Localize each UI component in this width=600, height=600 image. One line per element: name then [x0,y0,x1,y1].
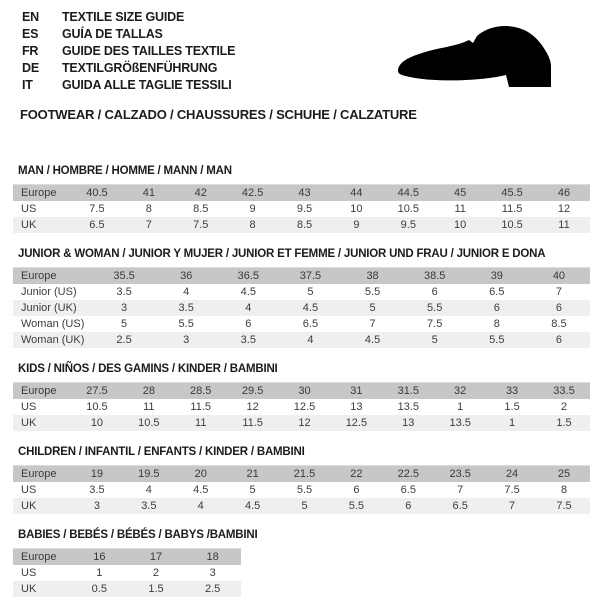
size-cell: 3.5 [217,332,279,348]
size-cell: 6 [217,316,279,332]
size-cell: 11.5 [227,415,279,431]
size-cell: 6 [528,300,590,316]
size-cell: 10.5 [123,415,175,431]
size-cell: 4 [175,498,227,514]
size-cell: 19 [71,466,123,483]
size-cell: 5.5 [330,498,382,514]
size-cell: 33 [486,383,538,400]
size-cell: 9 [330,217,382,233]
language-code: DE [22,61,39,75]
row-label: UK [13,217,71,233]
table-row [13,300,590,316]
row-label: Europe [13,185,71,202]
size-cell: 13 [330,399,382,415]
row-label: US [13,482,71,498]
size-cell: 4.5 [217,284,279,300]
size-cell: 10 [330,201,382,217]
size-cell: 10.5 [486,217,538,233]
size-cell: 7.5 [175,217,227,233]
size-cell: 12 [279,415,331,431]
size-cell: 9.5 [279,201,331,217]
size-cell: 13 [382,415,434,431]
size-cell: 5.5 [279,482,331,498]
row-label: Europe [13,549,71,566]
size-cell: 45 [434,185,486,202]
size-cell: 27.5 [71,383,123,400]
dress-shoe-icon [393,25,573,97]
table-title-children: CHILDREN / INFANTIL / ENFANTS / KINDER / BAMBINI [18,446,305,458]
table-row [13,549,241,566]
size-cell: 39 [466,268,528,285]
category-title: FOOTWEAR / CALZADO / CHAUSSURES / SCHUHE / CALZATURE [20,107,417,122]
size-cell: 2.5 [93,332,155,348]
size-cell: 7 [342,316,404,332]
size-cell: 33.5 [538,383,590,400]
size-cell: 37.5 [279,268,341,285]
language-row-de [22,60,235,77]
size-cell: 6 [528,332,590,348]
table-row [13,268,590,285]
size-cell: 1 [434,399,486,415]
size-cell: 9.5 [382,217,434,233]
size-cell: 4 [279,332,341,348]
size-cell: 6 [466,300,528,316]
size-cell: 8 [538,482,590,498]
size-cell: 41 [123,185,175,202]
size-cell: 12.5 [279,399,331,415]
size-cell: 46 [538,185,590,202]
size-cell: 8.5 [279,217,331,233]
row-label: UK [13,498,71,514]
size-cell: 13.5 [382,399,434,415]
size-cell: 3 [184,565,241,581]
size-cell: 7.5 [71,201,123,217]
size-cell: 4.5 [175,482,227,498]
size-cell: 4 [155,284,217,300]
language-row-es [22,26,235,43]
size-cell: 6.5 [279,316,341,332]
size-cell: 6 [382,498,434,514]
size-cell: 3 [71,498,123,514]
language-code: IT [22,78,33,92]
language-code: EN [22,10,39,24]
size-cell: 32 [434,383,486,400]
row-label: US [13,399,71,415]
size-cell: 23.5 [434,466,486,483]
size-cell: 6.5 [434,498,486,514]
size-cell: 3.5 [123,498,175,514]
size-cell: 5 [279,498,331,514]
table-row [13,185,590,202]
size-cell: 36 [155,268,217,285]
size-cell: 5 [279,284,341,300]
size-cell: 11 [175,415,227,431]
size-cell: 24 [486,466,538,483]
size-cell: 42 [175,185,227,202]
language-row-en [22,9,235,26]
size-cell: 44 [330,185,382,202]
table-row [13,201,590,217]
row-label: Europe [13,383,71,400]
table-title-man: MAN / HOMBRE / HOMME / MANN / MAN [18,165,232,177]
row-label: US [13,201,71,217]
table-row [13,383,590,400]
language-label: TEXTILE SIZE GUIDE [62,10,185,24]
table-row [13,284,590,300]
table-row [13,466,590,483]
language-row-it [22,77,235,94]
row-label: UK [13,581,71,597]
size-cell: 2 [538,399,590,415]
table-row [13,415,590,431]
size-table-kids [13,382,590,431]
size-cell: 12 [227,399,279,415]
size-cell: 11 [434,201,486,217]
size-cell: 22 [330,466,382,483]
row-label: UK [13,415,71,431]
table-row [13,581,241,597]
table-title-babies: BABIES / BEBÉS / BÉBÉS / BABYS /BAMBINI [18,529,258,541]
size-cell: 3 [155,332,217,348]
size-cell: 35.5 [93,268,155,285]
size-table-group-children [13,446,590,514]
size-table-group-kids [13,363,590,431]
size-cell: 40.5 [71,185,123,202]
size-cell: 31 [330,383,382,400]
size-cell: 10 [434,217,486,233]
language-label: GUIDA ALLE TAGLIE TESSILI [62,78,232,92]
size-cell: 6.5 [466,284,528,300]
size-table-group-man [13,165,590,233]
size-cell: 4 [217,300,279,316]
size-cell: 5 [342,300,404,316]
row-label: Europe [13,268,93,285]
size-cell: 7.5 [538,498,590,514]
table-row [13,316,590,332]
size-table-group-babies [13,529,590,597]
size-cell: 1 [486,415,538,431]
size-cell: 5 [93,316,155,332]
row-label: Junior (US) [13,284,93,300]
size-cell: 10.5 [382,201,434,217]
table-row [13,332,590,348]
size-cell: 2.5 [184,581,241,597]
row-label: Europe [13,466,71,483]
size-cell: 1.5 [128,581,185,597]
size-cell: 4.5 [279,300,341,316]
size-cell: 5.5 [155,316,217,332]
size-table-group-junior [13,248,590,348]
size-cell: 6 [330,482,382,498]
size-cell: 5 [404,332,466,348]
size-cell: 11 [538,217,590,233]
size-cell: 8.5 [528,316,590,332]
size-cell: 21 [227,466,279,483]
size-cell: 30 [279,383,331,400]
size-cell: 3.5 [155,300,217,316]
size-cell: 21.5 [279,466,331,483]
language-header [22,9,235,94]
size-cell: 7 [434,482,486,498]
size-cell: 4 [123,482,175,498]
table-row [13,498,590,514]
size-cell: 7.5 [404,316,466,332]
size-table-babies [13,548,241,597]
size-cell: 8 [123,201,175,217]
size-cell: 25 [538,466,590,483]
size-cell: 8 [227,217,279,233]
size-cell: 38 [342,268,404,285]
row-label: US [13,565,71,581]
size-cell: 45.5 [486,185,538,202]
row-label: Woman (US) [13,316,93,332]
size-cell: 11.5 [175,399,227,415]
table-row [13,482,590,498]
size-cell: 5.5 [342,284,404,300]
size-cell: 0.5 [71,581,128,597]
size-cell: 42.5 [227,185,279,202]
language-label: GUIDE DES TAILLES TEXTILE [62,44,236,58]
table-row [13,217,590,233]
size-cell: 36.5 [217,268,279,285]
table-row [13,565,241,581]
size-cell: 5.5 [466,332,528,348]
size-cell: 28 [123,383,175,400]
size-cell: 1.5 [486,399,538,415]
row-label: Junior (UK) [13,300,93,316]
table-title-kids: KIDS / NIÑOS / DES GAMINS / KINDER / BAMBINI [18,363,278,375]
size-table-man [13,184,590,233]
size-cell: 19.5 [123,466,175,483]
size-cell: 20 [175,466,227,483]
size-cell: 10.5 [71,399,123,415]
size-cell: 6.5 [382,482,434,498]
size-cell: 44.5 [382,185,434,202]
size-cell: 9 [227,201,279,217]
size-cell: 4.5 [342,332,404,348]
size-cell: 6.5 [71,217,123,233]
language-label: TEXTILGRÖßENFÜHRUNG [62,61,218,75]
table-row [13,399,590,415]
size-cell: 12 [538,201,590,217]
size-cell: 1.5 [538,415,590,431]
size-cell: 40 [528,268,590,285]
size-cell: 1 [71,565,128,581]
size-table-junior [13,267,590,348]
size-cell: 16 [71,549,128,566]
size-cell: 3 [93,300,155,316]
size-cell: 17 [128,549,185,566]
size-cell: 13.5 [434,415,486,431]
size-cell: 7 [123,217,175,233]
size-cell: 22.5 [382,466,434,483]
size-cell: 31.5 [382,383,434,400]
language-code: FR [22,44,39,58]
size-cell: 3.5 [71,482,123,498]
size-cell: 5 [227,482,279,498]
language-code: ES [22,27,39,41]
size-cell: 6 [404,284,466,300]
row-label: Woman (UK) [13,332,93,348]
size-cell: 8.5 [175,201,227,217]
size-cell: 43 [279,185,331,202]
size-cell: 38.5 [404,268,466,285]
size-cell: 4.5 [227,498,279,514]
size-cell: 8 [466,316,528,332]
size-cell: 28.5 [175,383,227,400]
language-label: GUÍA DE TALLAS [62,27,163,41]
size-cell: 18 [184,549,241,566]
size-cell: 11 [123,399,175,415]
size-table-children [13,465,590,514]
size-cell: 7.5 [486,482,538,498]
size-cell: 7 [486,498,538,514]
size-cell: 29.5 [227,383,279,400]
size-cell: 3.5 [93,284,155,300]
size-cell: 7 [528,284,590,300]
size-tables-section [13,165,590,600]
size-cell: 2 [128,565,185,581]
size-cell: 5.5 [404,300,466,316]
size-cell: 11.5 [486,201,538,217]
size-cell: 10 [71,415,123,431]
size-cell: 12.5 [330,415,382,431]
table-title-junior: JUNIOR & WOMAN / JUNIOR Y MUJER / JUNIOR ET FEMME / JUNIOR UND FRAU / JUNIOR E DONA [18,248,546,260]
language-row-fr [22,43,235,60]
